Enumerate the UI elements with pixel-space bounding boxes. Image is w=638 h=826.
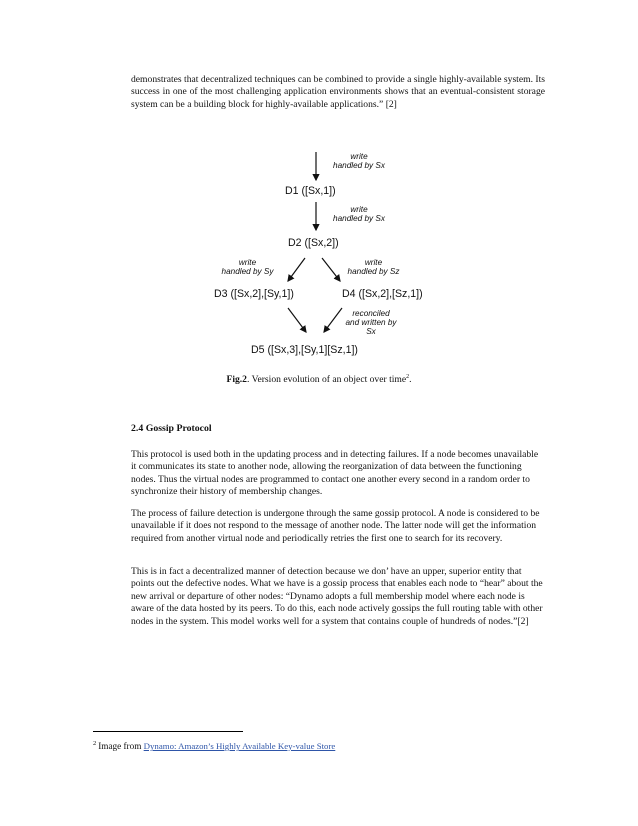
- section-heading: 2.4 Gossip Protocol: [131, 423, 212, 434]
- node-d1: D1 ([Sx,1]): [285, 185, 336, 197]
- arrow-d3-to-d5: [288, 308, 306, 332]
- footnote-divider: [93, 731, 243, 732]
- paragraph-1: This protocol is used both in the updating process and in detecting failures. If a node becomes unavailable it communicates its state to another node, allowing the reorganization of data between the functioning nodes. Thus the virtual nodes are programmed to contact one another every second in a random order to synchronize their history of membership changes.: [131, 449, 539, 498]
- paragraph-3: This is in fact a decentralized manner of detection because we don’ have an upper, superior entity that points out the defective nodes. What we have is a gossip process that enables each node to “hear” about the new arrival or departure of other nodes: “Dynamo adopts a full membership model where each node is aware of the data hosted by its peers. To do this, each node actively gossips the full routing table with other nodes in the system. This model works well for a system that contains couple of hundreds of nodes.”[2]: [131, 566, 543, 627]
- annotation-reconciled: reconciled and written by Sx: [345, 309, 397, 336]
- figure-arrows: [200, 148, 460, 363]
- caption-text: . Version evolution of an object over time: [246, 374, 407, 385]
- caption-label: Fig.2: [226, 374, 247, 385]
- node-d2: D2 ([Sx,2]): [288, 237, 339, 249]
- arrow-to-d3: [288, 258, 305, 281]
- annotation-write-sx-2: write handled by Sx: [333, 205, 385, 223]
- node-d4: D4 ([Sx,2],[Sz,1]): [342, 288, 423, 300]
- annotation-write-sz: write handled by Sz: [347, 258, 400, 276]
- paragraph-2: The process of failure detection is undergone through the same gossip protocol. A node is considered to be unavailable if it does not respond to the message of another node. The latter node will get the information required from another virtual node and periodically retries the first one to search for its recovery.: [131, 508, 540, 544]
- figure-caption: [0, 374, 638, 385]
- caption-end: .: [409, 374, 412, 385]
- annotation-write-sy: write handled by Sy: [221, 258, 274, 276]
- intro-paragraph: demonstrates that decentralized techniques can be combined to provide a single highly-available system. Its success in one of the most challenging application environments shows that an eventual-consistent storage system can be a building block for highly-available applications.” [2]: [131, 74, 545, 110]
- footnote-prefix: Image from: [98, 741, 144, 751]
- node-d5: D5 ([Sx,3],[Sy,1][Sz,1]): [251, 344, 358, 356]
- footnote-number: 2: [93, 740, 97, 747]
- annotation-write-sx-1: write handled by Sx: [333, 152, 385, 170]
- footnote: [93, 740, 335, 751]
- node-d3: D3 ([Sx,2],[Sy,1]): [214, 288, 294, 300]
- footnote-link[interactable]: Dynamo: Amazon’s Highly Available Key-value Store: [143, 741, 336, 751]
- caption-footnote-ref: 2: [406, 374, 410, 380]
- version-evolution-figure: [200, 148, 460, 363]
